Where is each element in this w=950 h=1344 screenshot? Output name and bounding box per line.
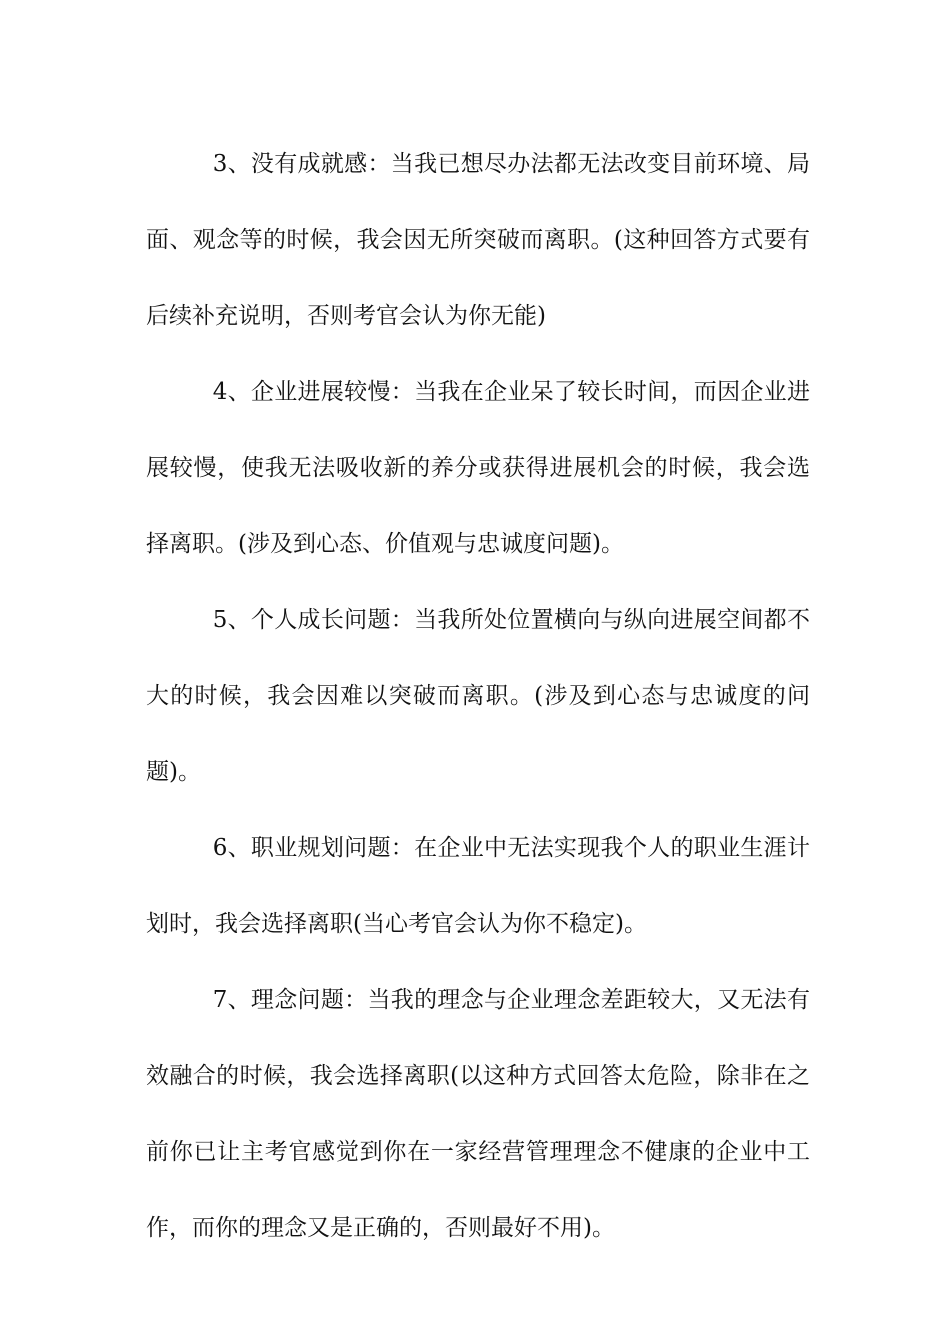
paragraph-item-3: 3、没有成就感：当我已想尽办法都无法改变目前环境、局面、观念等的时候，我会因无所突破而离职。(这种回答方式要有后续补充说明，否则考官会认为你无能) (146, 151, 810, 329)
paragraph-item-7: 7、理念问题：当我的理念与企业理念差距较大，又无法有效融合的时候，我会选择离职(以这种方式回答太危险，除非在之前你已让主考官感觉到你在一家经营管理理念不健康的企业中工作，而你的理念又是正确的，否则最好不用)。 (146, 987, 810, 1241)
paragraph-item-5: 5、个人成长问题：当我所处位置横向与纵向进展空间都不大的时候，我会因难以突破而离职。(涉及到心态与忠诚度的问题)。 (146, 607, 810, 785)
paragraph-item-6: 6、职业规划问题：在企业中无法实现我个人的职业生涯计划时，我会选择离职(当心考官会认为你不稳定)。 (146, 835, 810, 937)
paragraph-item-4: 4、企业进展较慢：当我在企业呆了较长时间，而因企业进展较慢，使我无法吸收新的养分或获得进展机会的时候，我会选择离职。(涉及到心态、价值观与忠诚度问题)。 (146, 379, 810, 557)
document-body (146, 126, 810, 1266)
